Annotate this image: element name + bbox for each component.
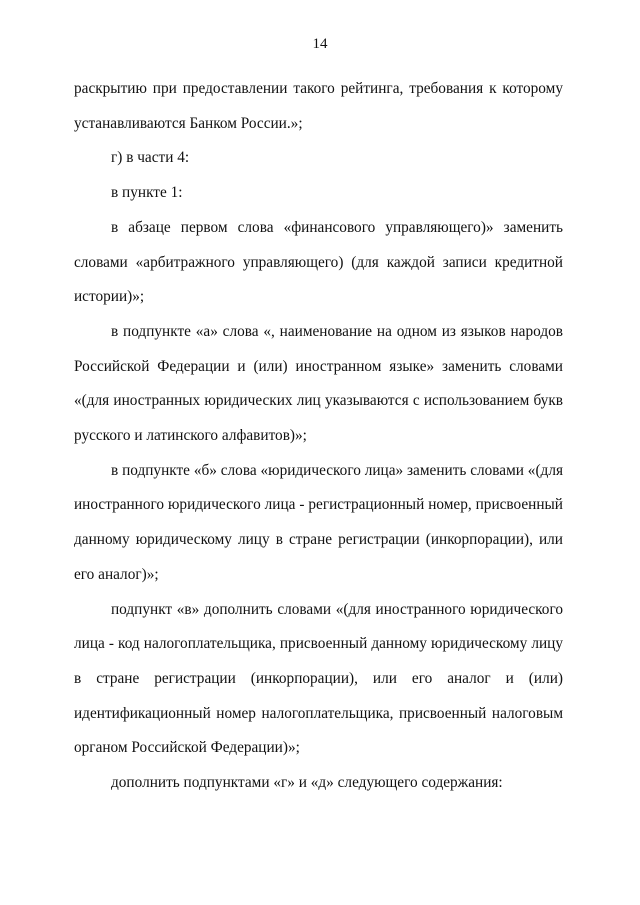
paragraph: в абзаце первом слова «финансового управляющего)» заменить словами «арбитражного управляющего) (для каждой записи кредитной истории)»; xyxy=(74,218,563,306)
paragraph: в пункте 1: xyxy=(111,184,183,202)
paragraph: в подпункте «а» слова «, наименование на одном из языков народов Российской Федерации и (или) иностранном языке» заменить словами «(для иностранных юридических лиц указываются с использованием букв русского и латинского алфавитов)»; xyxy=(74,322,563,445)
paragraph: дополнить подпунктами «г» и «д» следующего содержания: xyxy=(111,774,503,792)
paragraph: в подпункте «б» слова «юридического лица» заменить словами «(для иностранного юридического лица - регистрационный номер, присвоенный данному юридическому лицу в стране регистрации (инкорпорации), или его аналог)»; xyxy=(74,461,563,583)
paragraph: раскрытию при предоставлении такого рейтинга, требования к которому устанавливаются Банком России.»; xyxy=(74,80,563,132)
document-body xyxy=(74,72,563,801)
paragraph: г) в части 4: xyxy=(111,149,190,167)
paragraph: подпункт «в» дополнить словами «(для иностранного юридического лица - код налогоплательщика, присвоенный данному юридическому лицу в стране регистрации (инкорпорации), или его аналог и (или) идентификационный номер налогоплательщика, присвоенный налоговым органом Российской Федерации)»; xyxy=(74,600,563,757)
page-number: 14 xyxy=(312,36,328,52)
